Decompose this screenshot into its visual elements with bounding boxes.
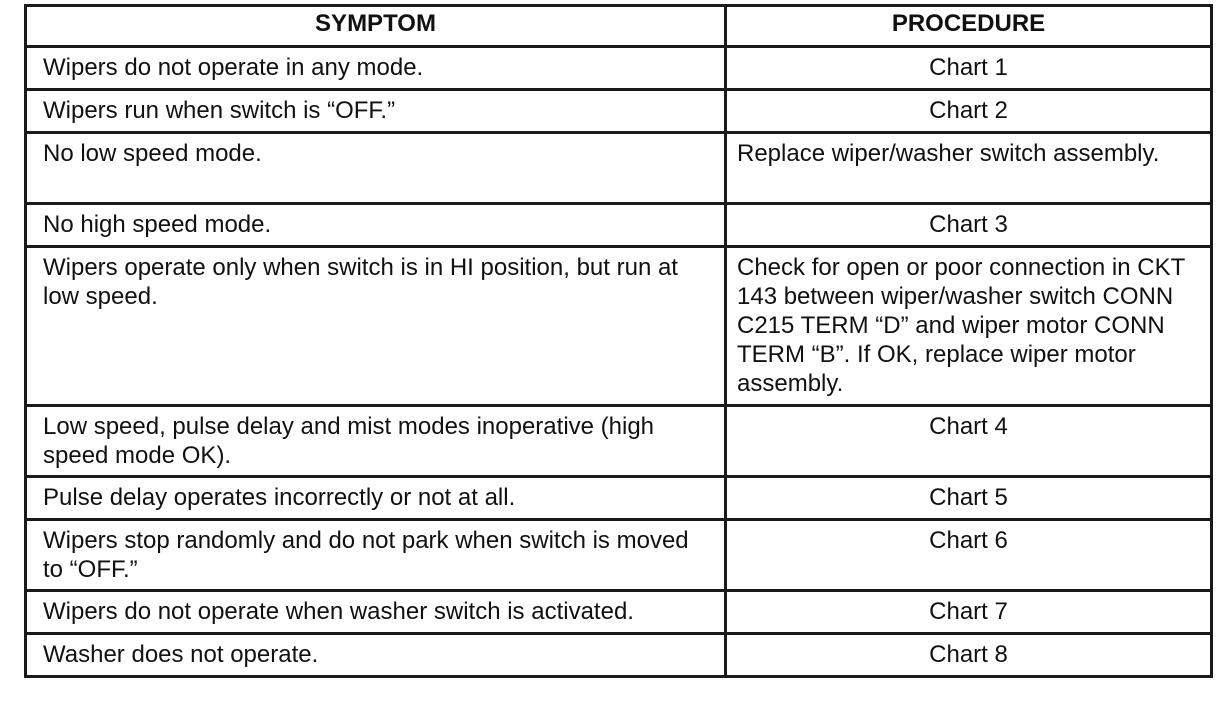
- symptom-cell: Low speed, pulse delay and mist modes inoperative (high speed mode OK).: [26, 406, 726, 477]
- table-row: [26, 204, 1212, 247]
- procedure-cell: Chart 1: [726, 47, 1212, 90]
- symptom-header: SYMPTOM: [26, 6, 726, 47]
- symptom-procedure-table: [24, 4, 1213, 678]
- table-row: [26, 247, 1212, 406]
- procedure-cell: Check for open or poor connection in CKT 143 between wiper/washer switch CONN C215 TERM “D” and wiper motor CONN TERM “B”. If OK, replace wiper motor assembly.: [726, 247, 1212, 406]
- table-row: [26, 47, 1212, 90]
- procedure-cell: Replace wiper/washer switch assembly.: [726, 133, 1212, 204]
- procedure-cell: Chart 4: [726, 406, 1212, 477]
- symptom-cell: Wipers operate only when switch is in HI position, but run at low speed.: [26, 247, 726, 406]
- table-row: [26, 520, 1212, 591]
- table-row: [26, 591, 1212, 634]
- procedure-cell: Chart 2: [726, 90, 1212, 133]
- symptom-cell: Wipers stop randomly and do not park when switch is moved to “OFF.”: [26, 520, 726, 591]
- procedure-cell: Chart 6: [726, 520, 1212, 591]
- table-row: [26, 634, 1212, 677]
- procedure-cell: Chart 3: [726, 204, 1212, 247]
- symptom-cell: Wipers do not operate when washer switch is activated.: [26, 591, 726, 634]
- symptom-cell: Pulse delay operates incorrectly or not at all.: [26, 477, 726, 520]
- table-row: [26, 90, 1212, 133]
- table-row: [26, 133, 1212, 204]
- symptom-cell: Washer does not operate.: [26, 634, 726, 677]
- symptom-cell: No low speed mode.: [26, 133, 726, 204]
- procedure-cell: Chart 8: [726, 634, 1212, 677]
- table-row: [26, 406, 1212, 477]
- procedure-header: PROCEDURE: [726, 6, 1212, 47]
- symptom-procedure-table-container: [24, 4, 1210, 678]
- procedure-cell: Chart 7: [726, 591, 1212, 634]
- procedure-cell: Chart 5: [726, 477, 1212, 520]
- table-header-row: [26, 6, 1212, 47]
- symptom-cell: Wipers do not operate in any mode.: [26, 47, 726, 90]
- symptom-cell: No high speed mode.: [26, 204, 726, 247]
- table-row: [26, 477, 1212, 520]
- symptom-cell: Wipers run when switch is “OFF.”: [26, 90, 726, 133]
